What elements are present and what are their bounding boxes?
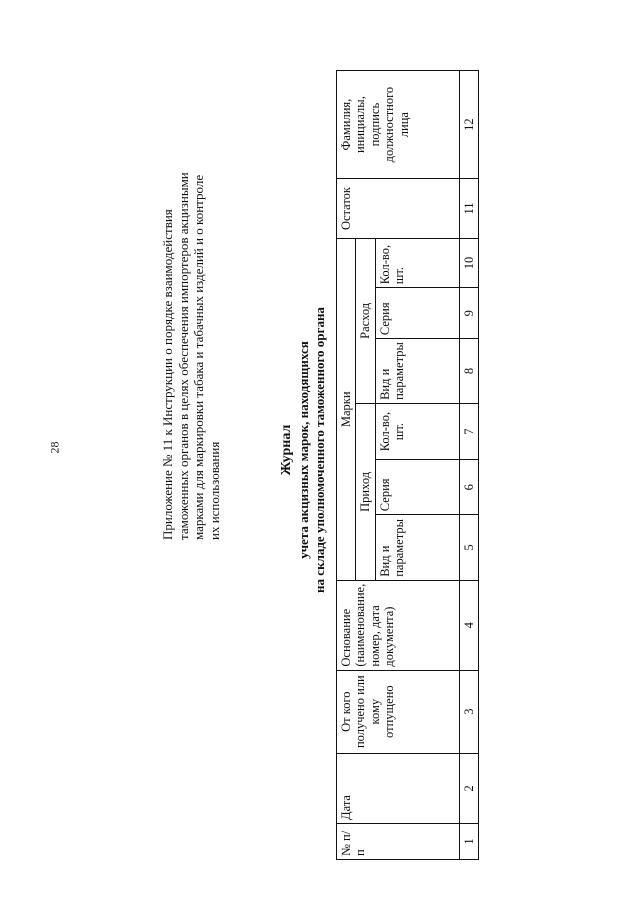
appendix-note [160, 80, 222, 540]
column-number: 3 [459, 670, 478, 753]
appendix-line: таможенных органов в целях обеспечения импортеров акцизными [175, 172, 191, 540]
column-number: 8 [459, 339, 478, 404]
rotated-page-content [160, 40, 480, 860]
header-from: От кого получено или кому отпущено [337, 670, 460, 753]
header-basis: Основание (наименование, номер, дата документа) [337, 580, 460, 670]
header-income-qty: Кол-во, шт. [375, 403, 459, 459]
column-number: 12 [459, 71, 478, 179]
register-table [336, 70, 479, 860]
title-line: учета акцизных марок, находящихся [295, 341, 311, 559]
column-number: 11 [459, 179, 478, 239]
column-number: 6 [459, 460, 478, 515]
appendix-line: их использования [206, 441, 222, 540]
page-number: 28 [47, 441, 62, 454]
header-income: Приход [356, 403, 375, 580]
header-income-kind: Вид и параметры [375, 515, 459, 581]
column-number: 9 [459, 288, 478, 339]
appendix-line: марками для маркировки табака и табачных изделий и о контроле [191, 174, 207, 540]
header-date: Дата [337, 753, 460, 823]
title-journal: Журнал [279, 424, 294, 476]
column-number: 10 [459, 238, 478, 288]
column-number-row [459, 71, 478, 860]
column-number: 2 [459, 753, 478, 823]
document-title [278, 40, 328, 860]
header-num: № п/п [337, 823, 460, 859]
column-number: 7 [459, 403, 478, 459]
column-number: 4 [459, 580, 478, 670]
header-marks: Марки [337, 238, 356, 580]
header-person: Фамилия, инициалы, подпись должностного лица [337, 71, 460, 179]
column-number: 5 [459, 515, 478, 581]
header-expense-kind: Вид и параметры [375, 339, 459, 404]
header-expense-qty: Кол-во, шт. [375, 238, 459, 288]
header-balance: Остаток [337, 179, 460, 239]
header-expense-series: Серия [375, 288, 459, 339]
header-income-series: Серия [375, 460, 459, 515]
column-number: 1 [459, 823, 478, 859]
header-expense: Расход [356, 238, 375, 403]
title-line: на складе уполномоченного таможенного органа [311, 307, 327, 593]
appendix-line: Приложение № 11 к Инструкции о порядке взаимодействия [160, 209, 175, 540]
